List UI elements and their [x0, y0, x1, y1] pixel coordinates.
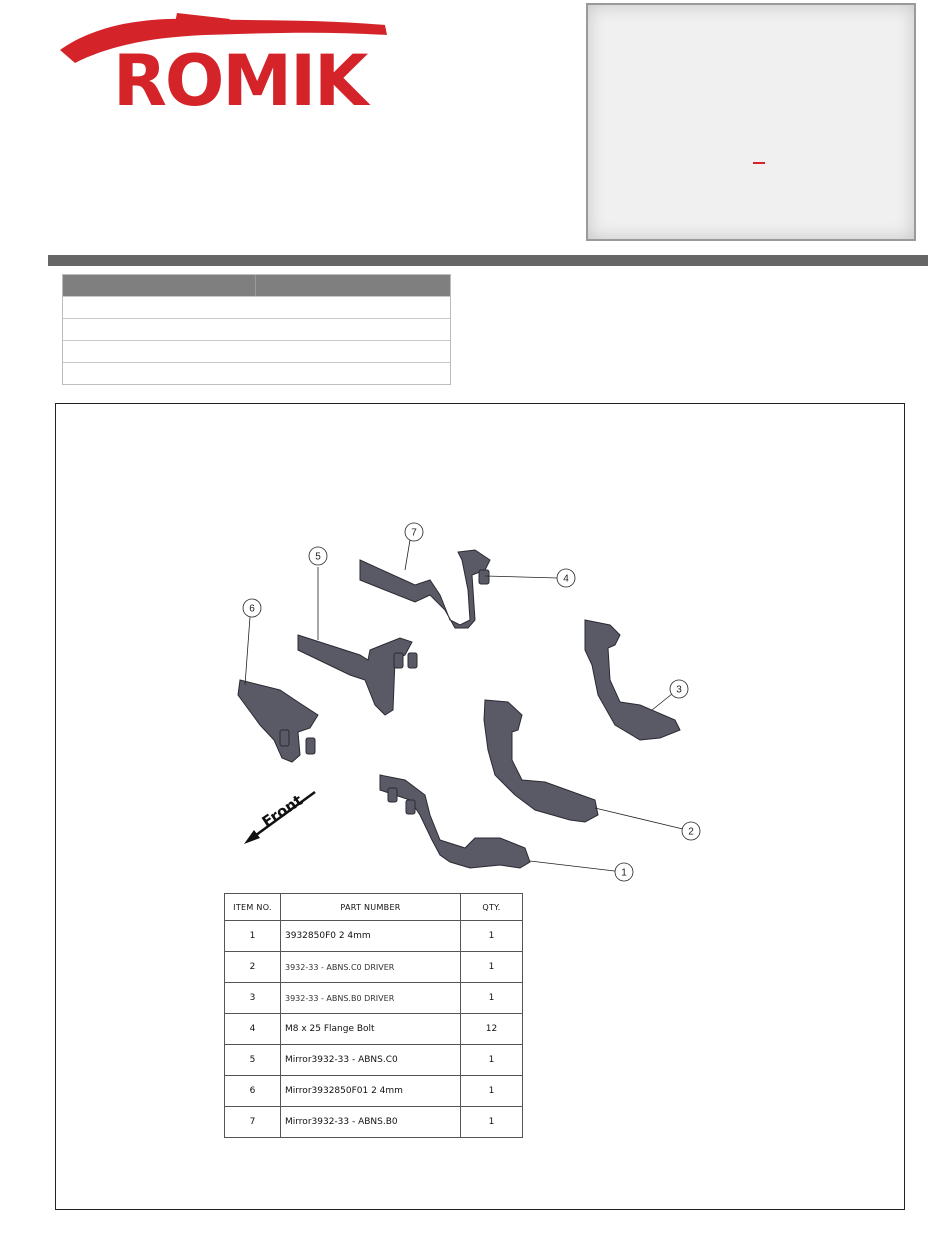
- bom-row: [225, 983, 523, 1014]
- romik-logo: [55, 5, 415, 115]
- bom-row: [225, 921, 523, 952]
- front-label: Front: [258, 791, 306, 832]
- bom-row: [225, 1045, 523, 1076]
- bom-part-number: 3932850F0 2 4mm: [281, 921, 461, 952]
- bom-part-number: M8 x 25 Flange Bolt: [281, 1014, 461, 1045]
- callout-4: 4: [563, 573, 569, 585]
- exploded-parts-diagram: [200, 470, 760, 900]
- bom-item-no: 4: [225, 1014, 281, 1045]
- brand-name: ROMIK: [113, 40, 367, 115]
- bom-item-no: 6: [225, 1076, 281, 1107]
- bom-qty: 1: [461, 952, 523, 983]
- bom-qty: 1: [461, 1107, 523, 1138]
- bom-qty: 12: [461, 1014, 523, 1045]
- bom-qty: 1: [461, 983, 523, 1014]
- callout-6: 6: [249, 603, 255, 615]
- bom-row: [225, 1014, 523, 1045]
- info-mark: [753, 162, 765, 164]
- bom-row: [225, 952, 523, 983]
- bom-row: [225, 1076, 523, 1107]
- bom-header-item: ITEM NO.: [225, 894, 281, 921]
- spec-table-row: [63, 340, 450, 362]
- callout-7: 7: [411, 527, 417, 539]
- bom-part-number: Mirror3932-33 - ABNS.B0: [281, 1107, 461, 1138]
- bom-row: [225, 1107, 523, 1138]
- bom-header-row: [225, 894, 523, 921]
- bom-qty: 1: [461, 1045, 523, 1076]
- bom-item-no: 1: [225, 921, 281, 952]
- bom-part-number: 3932-33 - ABNS.C0 DRIVER: [281, 952, 461, 983]
- bom-part-number: Mirror3932-33 - ABNS.C0: [281, 1045, 461, 1076]
- bom-item-no: 2: [225, 952, 281, 983]
- spec-table-row: [63, 362, 450, 384]
- bom-header-part: PART NUMBER: [281, 894, 461, 921]
- spec-table: [62, 274, 451, 385]
- bom-qty: 1: [461, 921, 523, 952]
- header-divider: [48, 255, 928, 266]
- spec-table-header: [63, 275, 450, 296]
- bom-item-no: 3: [225, 983, 281, 1014]
- bom-item-no: 7: [225, 1107, 281, 1138]
- info-box: [586, 3, 916, 241]
- callout-5: 5: [315, 551, 321, 563]
- callout-1: 1: [621, 867, 627, 879]
- callout-2: 2: [688, 826, 694, 838]
- bom-header-qty: QTY.: [461, 894, 523, 921]
- bill-of-materials-table: [224, 893, 523, 1138]
- spec-table-row: [63, 318, 450, 340]
- callout-3: 3: [676, 684, 682, 696]
- bom-part-number: Mirror3932850F01 2 4mm: [281, 1076, 461, 1107]
- bom-qty: 1: [461, 1076, 523, 1107]
- bom-item-no: 5: [225, 1045, 281, 1076]
- spec-table-row: [63, 296, 450, 318]
- bom-part-number: 3932-33 - ABNS.B0 DRIVER: [281, 983, 461, 1014]
